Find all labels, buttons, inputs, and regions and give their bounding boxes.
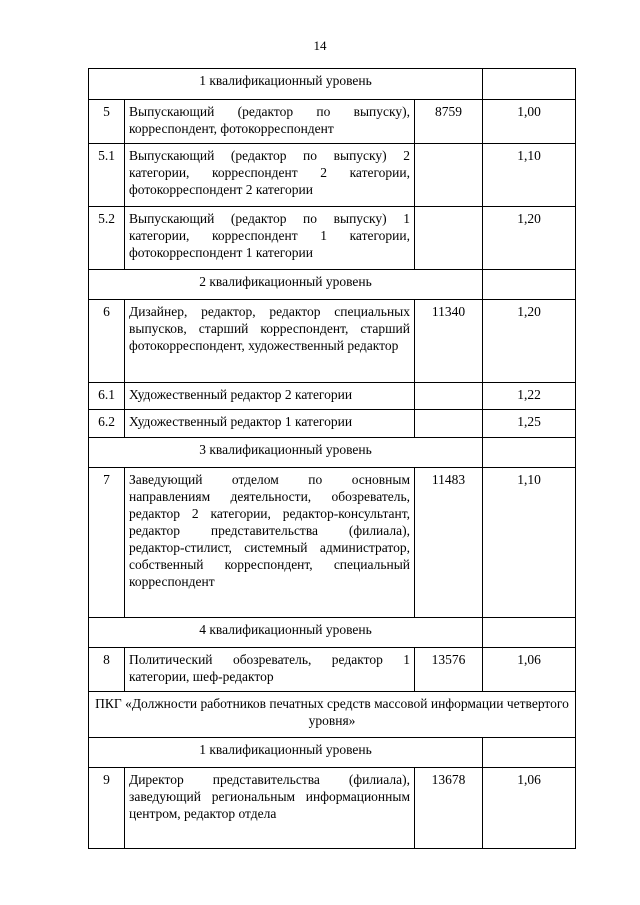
position-description: Дизайнер, редактор, редактор специальных выпусков, старший корреспондент, старший фотокорреспондент, художественный редактор	[125, 300, 415, 383]
page-number: 14	[313, 38, 327, 53]
table-row	[89, 410, 576, 438]
level-heading: 2 квалификационный уровень	[89, 270, 483, 300]
position-description: Выпускающий (редактор по выпуску) 1 категории, корреспондент 1 категории, фотокорреспондент 1 категории	[125, 207, 415, 270]
base-salary: 11340	[415, 300, 483, 383]
position-description: Директор представительства (филиала), заведующий региональным информационным центром, редактор отдела	[125, 768, 415, 849]
coefficient: 1,06	[483, 768, 576, 849]
salary-table	[88, 68, 576, 849]
base-salary: 13576	[415, 648, 483, 692]
level-heading: 4 квалификационный уровень	[89, 618, 483, 648]
table-row	[89, 768, 576, 849]
base-salary: 13678	[415, 768, 483, 849]
table-row	[89, 300, 576, 383]
row-number: 5	[89, 100, 125, 144]
base-salary	[415, 144, 483, 207]
table-row	[89, 144, 576, 207]
pkg-heading: ПКГ «Должности работников печатных средств массовой информации четвертого уровня»	[89, 692, 576, 738]
level-row	[89, 438, 576, 468]
row-number: 6.2	[89, 410, 125, 438]
empty-cell	[483, 438, 576, 468]
base-salary	[415, 383, 483, 410]
empty-cell	[483, 738, 576, 768]
position-description: Художественный редактор 2 категории	[125, 383, 415, 410]
coefficient: 1,06	[483, 648, 576, 692]
row-number: 7	[89, 468, 125, 618]
base-salary: 8759	[415, 100, 483, 144]
coefficient: 1,25	[483, 410, 576, 438]
position-description: Политический обозреватель, редактор 1 категории, шеф-редактор	[125, 648, 415, 692]
level-heading: 3 квалификационный уровень	[89, 438, 483, 468]
base-salary	[415, 410, 483, 438]
pkg-row	[89, 692, 576, 738]
position-description: Выпускающий (редактор по выпуску), корреспондент, фотокорреспондент	[125, 100, 415, 144]
position-description: Заведующий отделом по основным направлениям деятельности, обозреватель, редактор 2 категории, редактор-консультант, редактор представительства (филиала), редактор-стилист, системный администратор, собственный корреспондент, специальный корреспондент	[125, 468, 415, 618]
position-description: Выпускающий (редактор по выпуску) 2 категории, корреспондент 2 категории, фотокорреспондент 2 категории	[125, 144, 415, 207]
coefficient: 1,10	[483, 468, 576, 618]
row-number: 8	[89, 648, 125, 692]
coefficient: 1,20	[483, 300, 576, 383]
row-number: 9	[89, 768, 125, 849]
table-row	[89, 100, 576, 144]
table-row	[89, 468, 576, 618]
row-number: 5.1	[89, 144, 125, 207]
base-salary: 11483	[415, 468, 483, 618]
level-heading: 1 квалификационный уровень	[89, 738, 483, 768]
row-number: 5.2	[89, 207, 125, 270]
row-number: 6	[89, 300, 125, 383]
empty-cell	[483, 270, 576, 300]
level-row	[89, 270, 576, 300]
row-number: 6.1	[89, 383, 125, 410]
empty-cell	[483, 69, 576, 100]
coefficient: 1,10	[483, 144, 576, 207]
coefficient: 1,00	[483, 100, 576, 144]
level-row	[89, 738, 576, 768]
coefficient: 1,20	[483, 207, 576, 270]
base-salary	[415, 207, 483, 270]
level-row	[89, 69, 576, 100]
table-row	[89, 648, 576, 692]
level-heading: 1 квалификационный уровень	[89, 69, 483, 100]
table-row	[89, 383, 576, 410]
coefficient: 1,22	[483, 383, 576, 410]
position-description: Художественный редактор 1 категории	[125, 410, 415, 438]
empty-cell	[483, 618, 576, 648]
table-row	[89, 207, 576, 270]
level-row	[89, 618, 576, 648]
